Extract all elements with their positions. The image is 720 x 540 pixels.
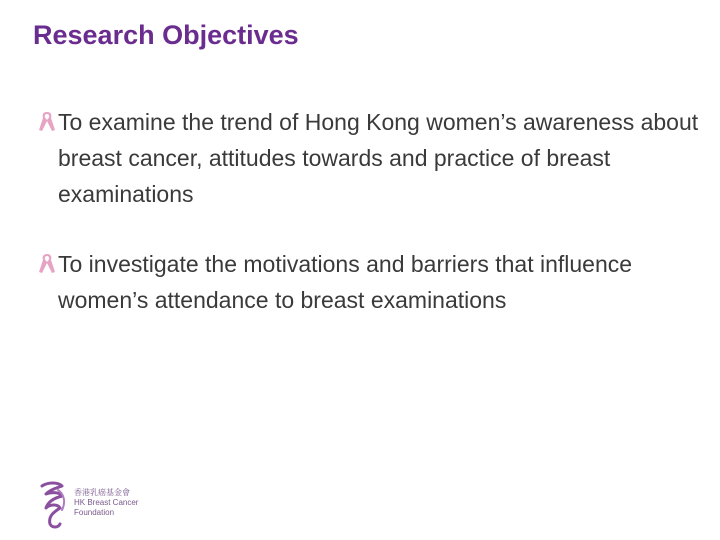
logo-name-en-line2: Foundation [74,508,115,517]
logo-name-en-line1: HK Breast Cancer [74,498,139,507]
calligraphy-logo-icon [36,478,72,532]
list-item [36,104,706,212]
slide-title: Research Objectives [33,20,299,50]
objective-text: To examine the trend of Hong Kong women’s awareness about breast cancer, attitudes towards and practice of breast examinations [58,109,699,207]
logo-wordmark [74,488,138,518]
objectives-list [36,104,706,352]
objective-text: To investigate the motivations and barriers that influence women’s attendance to breast examinations [58,251,633,313]
pink-ribbon-icon [36,110,58,134]
foundation-logo [36,478,146,532]
list-item [36,246,706,318]
logo-name-zh: 香港乳癌基金會 [74,488,130,497]
pink-ribbon-icon [36,252,58,276]
